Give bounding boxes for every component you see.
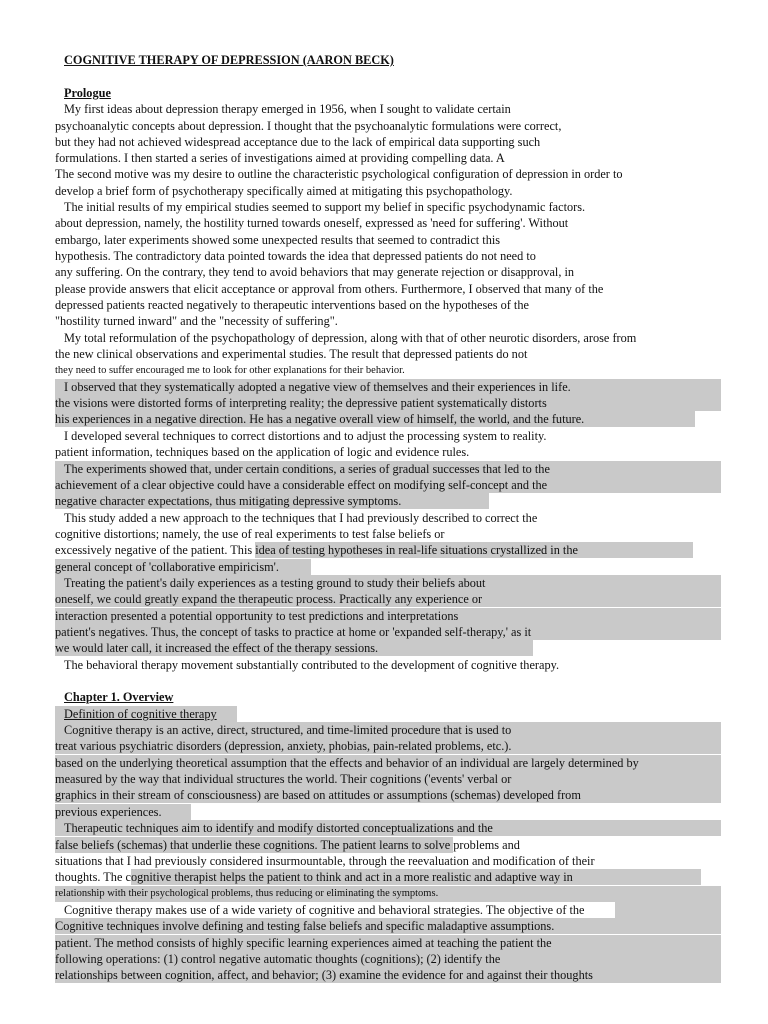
text-line: embargo, later experiments showed some unexpected results that seemed to contradict this [55,233,501,247]
text-line: patient information, techniques based on the application of logic and evidence rules. [55,445,470,459]
line-segment: excessively negative of the patient. This [55,543,256,557]
text-line: The initial results of my empirical studies seemed to support my belief in specific psychodynamic factors. [64,200,586,214]
text-line: My first ideas about depression therapy emerged in 1956, when I sought to validate certain [64,102,511,116]
text-line: but they had not achieved widespread acceptance due to the lack of empirical data supporting such [55,135,541,149]
highlighted-segment: false beliefs (schemas) that underlie these cognitions. The patient learns to solve problems and [55,838,520,852]
highlighted-line: we would later call, it increased the effect of the therapy sessions. [55,640,533,656]
highlighted-segment: ognitive therapist helps the patient to think and act in a more realistic and adaptive way in [131,869,701,885]
text-line: psychoanalytic concepts about depression. I thought that the psychoanalytic formulations were correct, [55,119,562,133]
text-line: formulations. I then started a series of investigations aimed at providing compelling data. A [55,151,505,165]
text-line: cognitive distortions; namely, the use of real experiments to test false beliefs or [55,527,445,541]
text-line [55,837,520,853]
definition-heading: Definition of cognitive therapy [55,706,237,722]
highlighted-line: Treating the patient's daily experiences as a testing ground to study their beliefs about [55,575,721,591]
text-line: situations that I had previously considered insurmountable, through the reevaluation and modification of their [55,854,595,868]
prologue-heading: Prologue [64,86,111,100]
text-line: about depression, namely, the hostility turned towards oneself, expressed as 'need for suffering'. Without [55,216,569,230]
highlighted-line: achievement of a clear objective could have a considerable effect on modifying self-concept and the [55,477,721,493]
text-line: depressed patients reacted negatively to therapeutic interventions based on the hypotheses of the [55,298,529,312]
text-line: any suffering. On the contrary, they tend to avoid behaviors that may generate rejection or disapproval, in [55,265,575,279]
highlighted-line: Therapeutic techniques aim to identify and modify distorted conceptualizations and the [55,820,721,836]
text-line: develop a brief form of psychotherapy specifically aimed at mitigating this psychopathology. [55,184,513,198]
text-line: The behavioral therapy movement substantially contributed to the development of cognitive therapy. [64,658,560,672]
text-line: This study added a new approach to the techniques that I had previously described to correct the [64,511,538,525]
line-segment: thoughts. The c [55,870,131,884]
text-line: the new clinical observations and experimental studies. The result that depressed patients do not [55,347,528,361]
text-line: hypothesis. The contradictory data pointed towards the idea that depressed patients do not need to [55,249,536,263]
text-line: The second motive was my desire to outline the characteristic psychological configuration of depression in order to [55,167,623,181]
document-title: COGNITIVE THERAPY OF DEPRESSION (AARON BECK) [64,53,394,67]
highlighted-line: based on the underlying theoretical assumption that the effects and behavior of an individual are largely determined by [55,755,721,771]
highlighted-line: general concept of 'collaborative empiricism'. [55,559,311,575]
text-line [55,542,693,558]
highlighted-line: The experiments showed that, under certain conditions, a series of gradual successes that led to the [55,461,721,477]
chapter-heading: Chapter 1. Overview [64,690,174,704]
text-line: "hostility turned inward" and the "necessity of suffering". [55,314,338,328]
text-line: Cognitive therapy makes use of a wide variety of cognitive and behavioral strategies. The objective of the [55,902,721,918]
highlighted-line: previous experiences. [55,804,191,820]
highlighted-line: graphics in their stream of consciousness) are based on attitudes or assumptions (schemas) developed from [55,787,721,803]
highlighted-line: oneself, we could greatly expand the therapeutic process. Practically any experience or [55,591,721,607]
highlighted-line: relationship with their psychological problems, thus reducing or eliminating the symptoms. [55,886,721,902]
highlighted-line: I observed that they systematically adopted a negative view of themselves and their experiences in life. [55,379,721,395]
highlighted-line: Cognitive techniques involve defining and testing false beliefs and specific maladaptive assumptions. [55,918,721,934]
highlighted-line: following operations: (1) control negative automatic thoughts (cognitions); (2) identify the [55,951,721,967]
highlighted-line: the visions were distorted forms of interpreting reality; the depressive patient systematically distorts [55,395,721,411]
highlighted-line: his experiences in a negative direction. He has a negative overall view of himself, the world, and the future. [55,411,695,427]
highlighted-line: negative character expectations, thus mitigating depressive symptoms. [55,493,489,509]
text-line: My total reformulation of the psychopathology of depression, along with that of other neurotic disorders, arose from [64,331,637,345]
text-line: they need to suffer encouraged me to look for other explanations for their behavior. [55,365,405,376]
highlighted-line: patient. The method consists of highly specific learning experiences aimed at teaching the patient the [55,935,721,951]
text-line: I developed several techniques to correct distortions and to adjust the processing system to reality. [64,429,547,443]
text-line: please provide answers that elicit acceptance or approval from others. Furthermore, I observed that many of the [55,282,604,296]
highlighted-line: interaction presented a potential opportunity to test predictions and interpretations [55,608,721,624]
highlighted-line: relationships between cognition, affect, and behavior; (3) examine the evidence for and against their thoughts [55,967,721,983]
highlighted-line: treat various psychiatric disorders (depression, anxiety, phobias, pain-related problems, etc.). [55,738,721,754]
highlighted-line: measured by the way that individual structures the world. Their cognitions ('events' verbal or [55,771,721,787]
highlighted-line: patient's negatives. Thus, the concept of tasks to practice at home or 'expanded self-therapy,' as it [55,624,721,640]
highlighted-segment: idea of testing hypotheses in real-life situations crystallized in the [255,542,693,558]
text-line [55,869,701,885]
highlighted-line: Cognitive therapy is an active, direct, structured, and time-limited procedure that is used to [55,722,721,738]
